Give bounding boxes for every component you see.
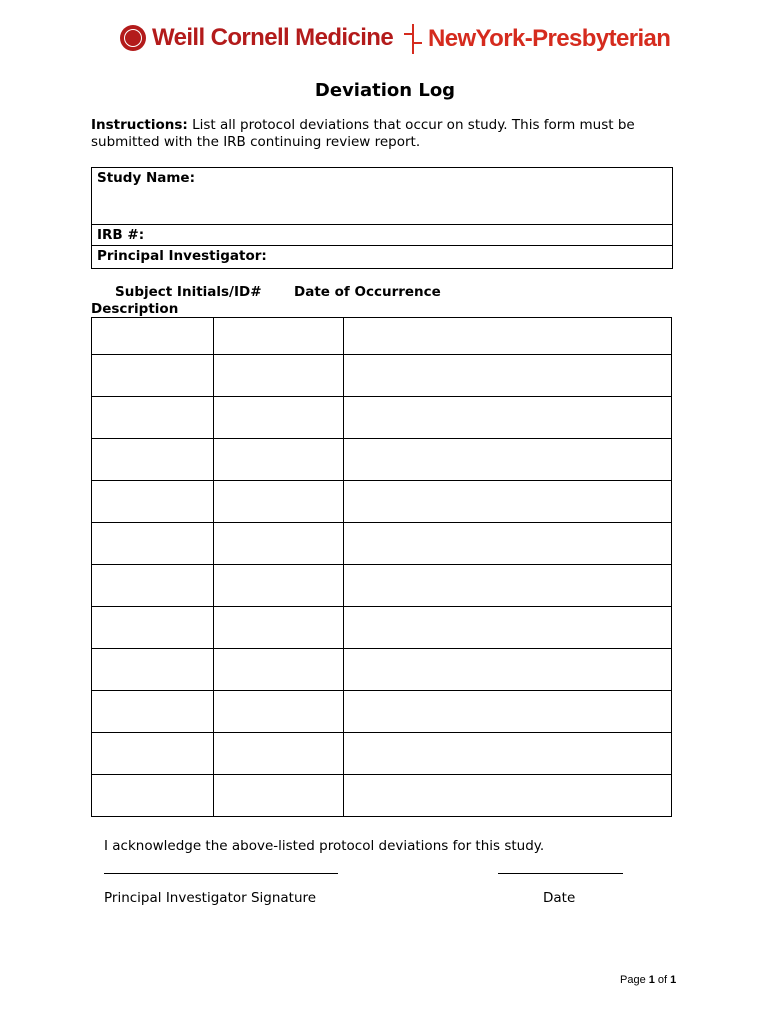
page-prefix: Page (620, 974, 649, 986)
subject-id-cell[interactable] (92, 355, 214, 397)
date-label: Date (543, 890, 576, 906)
description-cell[interactable] (344, 439, 672, 481)
pi-label: Principal Investigator: (97, 248, 267, 264)
column-header-description: Description (91, 301, 179, 317)
table-row (92, 565, 672, 607)
description-cell[interactable] (344, 481, 672, 523)
table-row (92, 439, 672, 481)
subject-id-cell[interactable] (92, 439, 214, 481)
subject-id-cell[interactable] (92, 607, 214, 649)
table-row (92, 318, 672, 355)
column-header-date: Date of Occurrence (294, 284, 441, 300)
date-cell[interactable] (213, 481, 344, 523)
date-cell[interactable] (213, 523, 344, 565)
study-info-box (91, 167, 673, 269)
date-cell[interactable] (213, 649, 344, 691)
date-cell[interactable] (213, 733, 344, 775)
table-row (92, 691, 672, 733)
page-title: Deviation Log (314, 80, 456, 101)
description-cell[interactable] (344, 355, 672, 397)
cornell-seal-icon (120, 25, 146, 51)
table-row (92, 733, 672, 775)
subject-id-cell[interactable] (92, 523, 214, 565)
instructions-text: List all protocol deviations that occur on study. This form must be submitted with the IRB continuing review report. (91, 117, 635, 150)
nyp-logo (404, 24, 670, 54)
date-cell[interactable] (213, 318, 344, 355)
subject-id-cell[interactable] (92, 397, 214, 439)
description-cell[interactable] (344, 523, 672, 565)
table-row (92, 775, 672, 817)
description-cell[interactable] (344, 649, 672, 691)
date-cell[interactable] (213, 691, 344, 733)
description-cell[interactable] (344, 775, 672, 817)
page-total: 1 (670, 974, 677, 986)
subject-id-cell[interactable] (92, 565, 214, 607)
date-cell[interactable] (213, 565, 344, 607)
principal-investigator-field[interactable] (92, 246, 672, 268)
instructions-label: Instructions: (91, 117, 188, 133)
deviation-log-table (91, 317, 672, 817)
irb-number-field[interactable] (92, 225, 672, 246)
subject-id-cell[interactable] (92, 649, 214, 691)
acknowledgement-text: I acknowledge the above-listed protocol deviations for this study. (104, 838, 545, 854)
nyp-logo-text: NewYork-Presbyterian (428, 25, 671, 52)
column-header-subject: Subject Initials/ID# (115, 284, 262, 300)
date-cell[interactable] (213, 397, 344, 439)
study-name-label: Study Name: (97, 170, 195, 186)
description-cell[interactable] (344, 565, 672, 607)
date-cell[interactable] (213, 439, 344, 481)
signature-label: Principal Investigator Signature (104, 890, 317, 906)
date-cell[interactable] (213, 775, 344, 817)
weill-cornell-logo (120, 24, 393, 52)
irb-label: IRB #: (97, 227, 145, 243)
table-row (92, 355, 672, 397)
study-name-field[interactable] (92, 168, 672, 225)
table-row (92, 649, 672, 691)
subject-id-cell[interactable] (92, 481, 214, 523)
page-of: of (654, 974, 671, 986)
page-number (620, 974, 676, 986)
date-cell[interactable] (213, 607, 344, 649)
table-row (92, 397, 672, 439)
subject-id-cell[interactable] (92, 318, 214, 355)
header-logos (0, 22, 770, 62)
description-cell[interactable] (344, 318, 672, 355)
instructions (91, 117, 671, 151)
subject-id-cell[interactable] (92, 733, 214, 775)
table-row (92, 481, 672, 523)
table-row (92, 523, 672, 565)
page-current: 1 (648, 974, 655, 986)
subject-id-cell[interactable] (92, 775, 214, 817)
date-line[interactable] (498, 873, 623, 874)
date-cell[interactable] (213, 355, 344, 397)
nyp-mark-icon (404, 24, 422, 54)
description-cell[interactable] (344, 691, 672, 733)
description-cell[interactable] (344, 607, 672, 649)
signature-line[interactable] (104, 873, 338, 874)
description-cell[interactable] (344, 733, 672, 775)
description-cell[interactable] (344, 397, 672, 439)
subject-id-cell[interactable] (92, 691, 214, 733)
table-row (92, 607, 672, 649)
weill-cornell-logo-text: Weill Cornell Medicine (152, 24, 394, 51)
